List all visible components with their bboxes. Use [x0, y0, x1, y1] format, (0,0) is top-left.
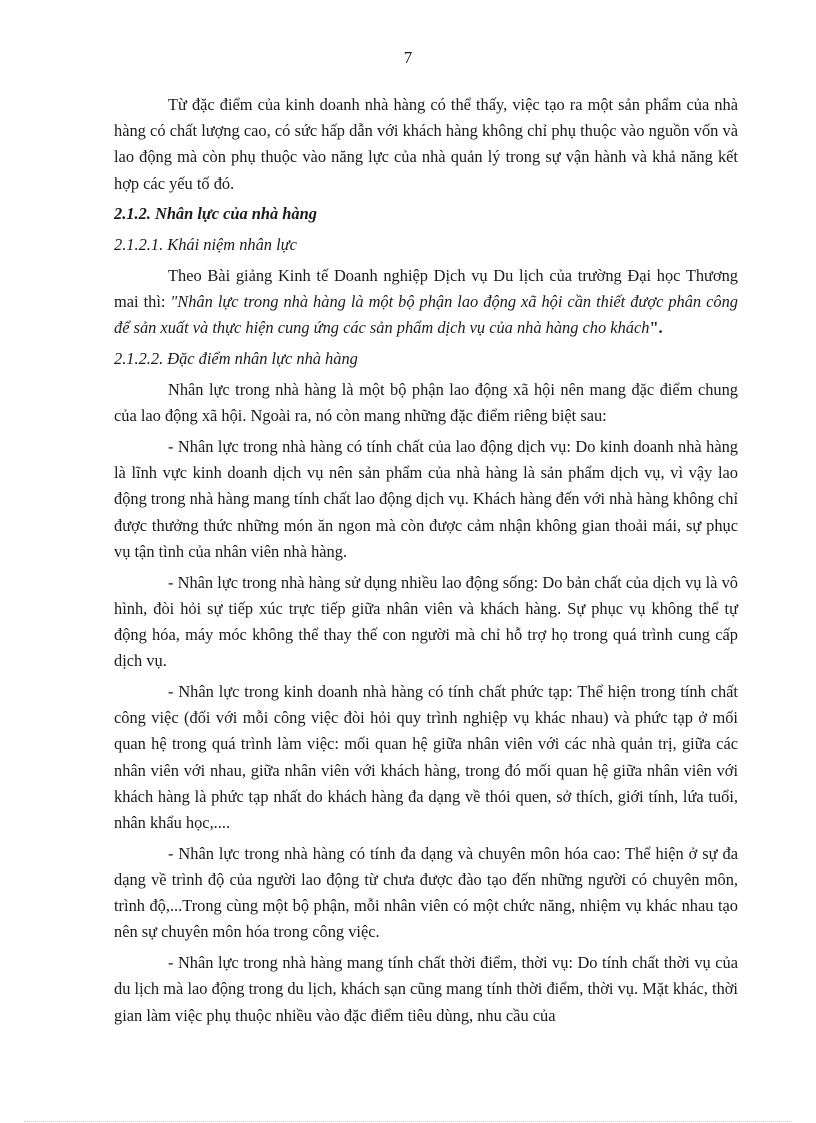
subsection-heading-characteristics: 2.1.2.2. Đặc điểm nhân lực nhà hàng [114, 349, 358, 369]
page-bottom-divider [24, 1121, 792, 1122]
definition-paragraph [114, 263, 738, 342]
characteristic-point: - Nhân lực trong nhà hàng có tính đa dạng và chuyên môn hóa cao: Thể hiện ở sự đa dạng về trình độ của người lao động từ chưa được đào tạo đến những người có chuyên môn, trình độ,...Trong cùng một bộ phận, mỗi nhân viên có một chức năng, nhiệm vụ khác nhau tạo nên sự chuyên môn hóa trong công việc. [114, 843, 738, 942]
document-body [114, 92, 738, 1033]
characteristic-point: - Nhân lực trong nhà hàng sử dụng nhiều lao động sống: Do bản chất của dịch vụ là vô hình, đòi hỏi sự tiếp xúc trực tiếp giữa nhân viên và khách hàng. Sự phục vụ không thể tự động hóa, máy móc không thể thay thế con người mà chỉ hỗ trợ họ trong quá trình cung cấp dịch vụ. [114, 572, 738, 671]
section-heading: 2.1.2. Nhân lực của nhà hàng [114, 204, 317, 224]
characteristic-point: - Nhân lực trong nhà hàng mang tính chất thời điểm, thời vụ: Do tính chất thời vụ của du lịch mà lao động trong du lịch, khách sạn cũng mang tính thời điểm, thời vụ. Mặt khác, thời gian làm việc phụ thuộc nhiều vào đặc điểm tiêu dùng, nhu cầu của [114, 953, 738, 1025]
definition-lead: Theo Bài giảng Kinh tế Doanh nghiệp Dịch vụ Du lịch của trường Đại học Thương mai thì: [114, 266, 738, 312]
intro-paragraph: Từ đặc điểm của kinh doanh nhà hàng có thể thấy, việc tạo ra một sản phẩm của nhà hàng có chất lượng cao, có sức hấp dẫn với khách hàng không chỉ phụ thuộc vào nguồn vốn và lao động mà còn phụ thuộc vào năng lực của nhà quản lý trong sự vận hành và khả năng kết hợp các yếu tố đó. [114, 95, 738, 193]
characteristic-point: - Nhân lực trong kinh doanh nhà hàng có tính chất phức tạp: Thể hiện trong tính chất công việc (đối với mỗi công việc đòi hỏi quy trình nghiệp vụ khác nhau) và phức tạp ở mối quan hệ trong quá trình làm việc: mối quan hệ giữa nhân viên với các nhà quản trị, giữa các nhân viên với nhau, giữa nhân viên với khách hàng, trong đó mối quan hệ giữa nhân viên với khách hàng là phức tạp nhất do khách hàng đa dạng về thói quen, sở thích, giới tính, lứa tuổi, nhân khẩu học,.... [114, 682, 738, 833]
page-number: 7 [403, 48, 413, 67]
subsection-heading-concept: 2.1.2.1. Khái niệm nhân lực [114, 235, 297, 255]
definition-quote-end: ". [649, 318, 663, 338]
characteristics-intro: Nhân lực trong nhà hàng là một bộ phận lao động xã hội nên mang đặc điểm chung của lao động xã hội. Ngoài ra, nó còn mang những đặc điểm riêng biệt sau: [114, 380, 738, 426]
definition-quote: "Nhân lực trong nhà hàng là một bộ phận lao động xã hội cần thiết được phân công để sản xuất và thực hiện cung ứng các sản phẩm dịch vụ của nhà hàng cho khách [114, 292, 738, 338]
characteristic-point: - Nhân lực trong nhà hàng có tính chất của lao động dịch vụ: Do kinh doanh nhà hàng là lĩnh vực kinh doanh dịch vụ nên sản phẩm của nhà hàng là sản phẩm dịch vụ, vì vậy lao động trong nhà hàng mang tính chất lao động dịch vụ. Khách hàng đến với nhà hàng không chỉ được thưởng thức những món ăn ngon mà còn được cảm nhận không gian thoải mái, sự phục vụ tận tình của nhân viên nhà hàng. [114, 437, 738, 561]
